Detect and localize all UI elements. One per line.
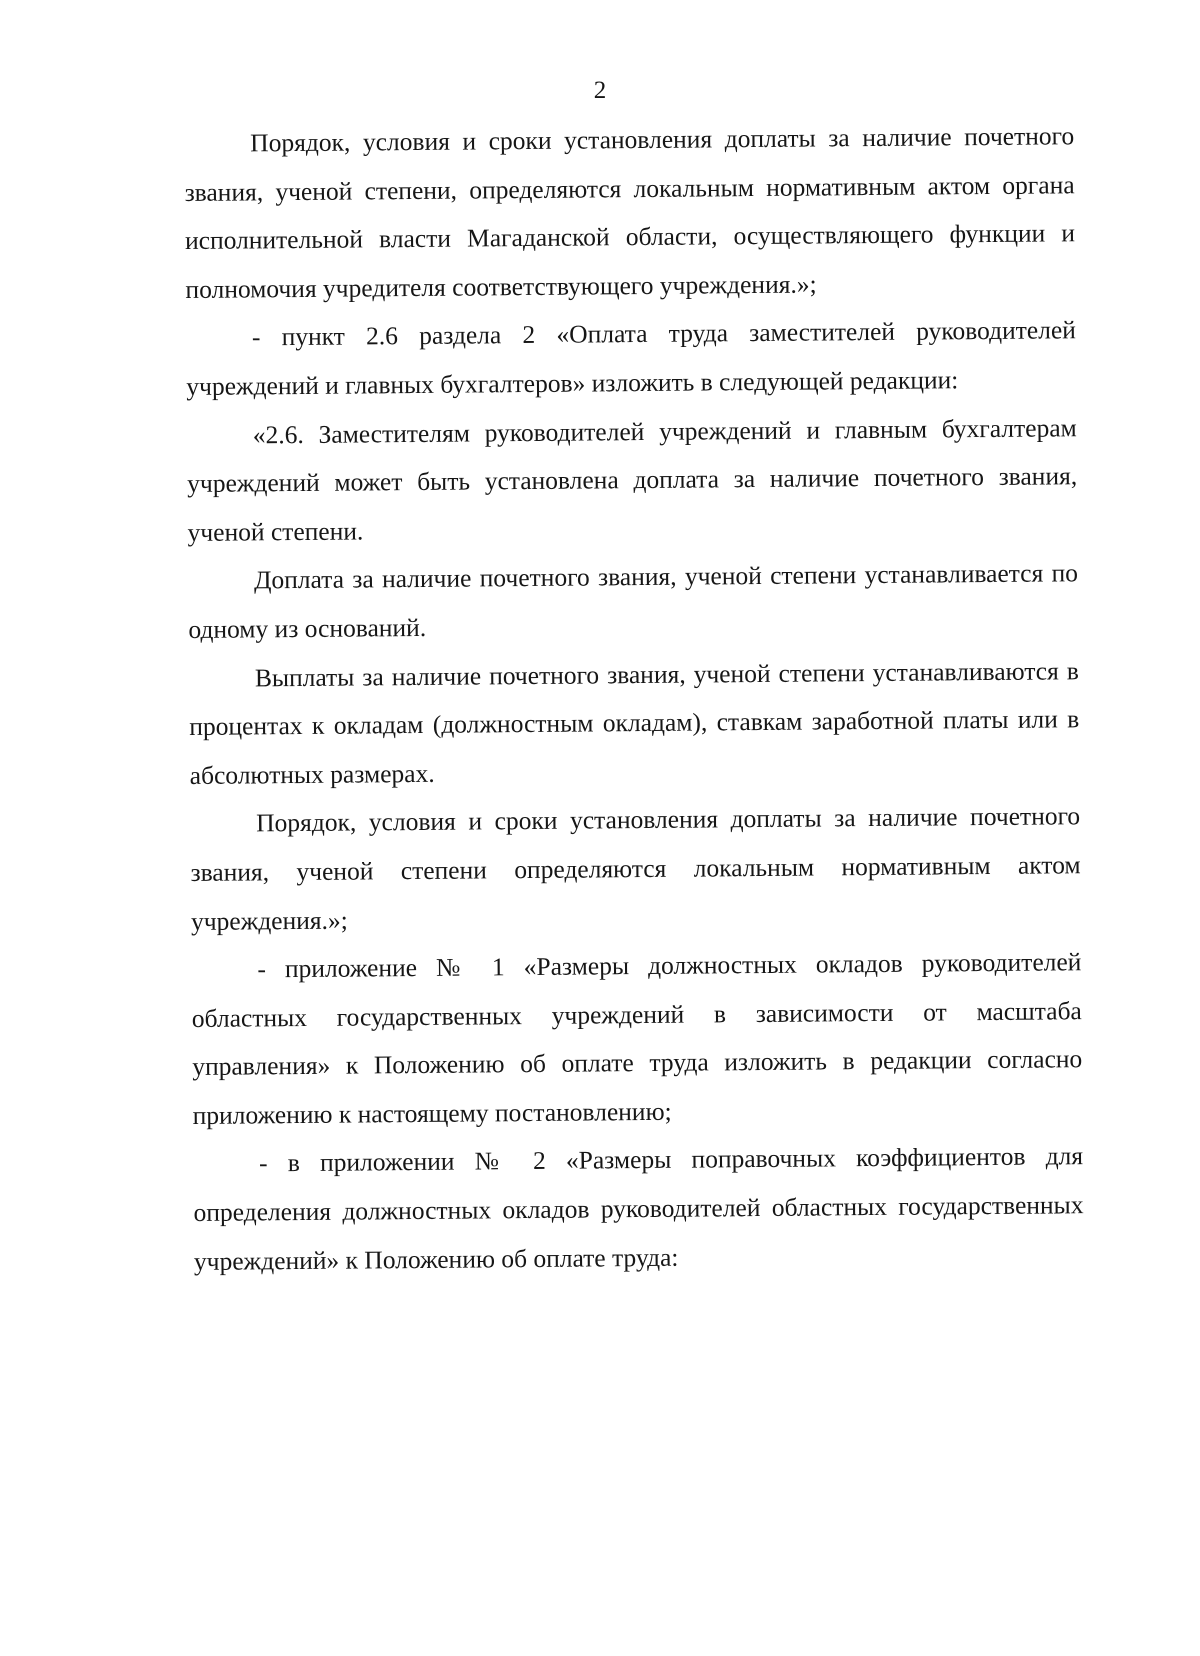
paragraph: - пункт 2.6 раздела 2 «Оплата труда заместителей руководителей учреждений и главных бухгалтеров» изложить в следующей редакции: [186, 315, 1076, 401]
paragraph: Порядок, условия и сроки установления доплаты за наличие почетного звания, ученой степени, определяются локальным нормативным актом органа исполнительной власти Магаданской области, осуществляющего функции и полномочия учредителя соответствующего учреждения.»; [184, 121, 1076, 304]
document-body [184, 112, 1084, 1286]
paragraph: - приложение № 1 «Размеры должностных окладов руководителей областных государственных учреждений в зависимости от масштаба управления» к Положению об оплате труда изложить в редакции согласно приложению к настоящему постановлению; [191, 947, 1083, 1130]
paragraph: Выплаты за наличие почетного звания, ученой степени устанавливаются в процентах к окладам (должностным окладам), ставкам заработной платы или в абсолютных размерах. [189, 655, 1080, 790]
paragraph: Доплата за наличие почетного звания, ученой степени устанавливается по одному из оснований. [188, 558, 1079, 644]
page-number: 2 [593, 77, 607, 104]
paragraph: Порядок, условия и сроки установления доплаты за наличие почетного звания, ученой степени определяются локальным нормативным актом учреждения.»; [190, 801, 1081, 936]
paragraph: - в приложении № 2 «Размеры поправочных коэффициентов для определения должностных окладов руководителей областных государственных учреждений» к Положению об оплате труда: [193, 1141, 1084, 1276]
paragraph: «2.6. Заместителям руководителей учреждений и главным бухгалтерам учреждений может быть установлена доплата за наличие почетного звания, ученой степени. [187, 412, 1078, 547]
